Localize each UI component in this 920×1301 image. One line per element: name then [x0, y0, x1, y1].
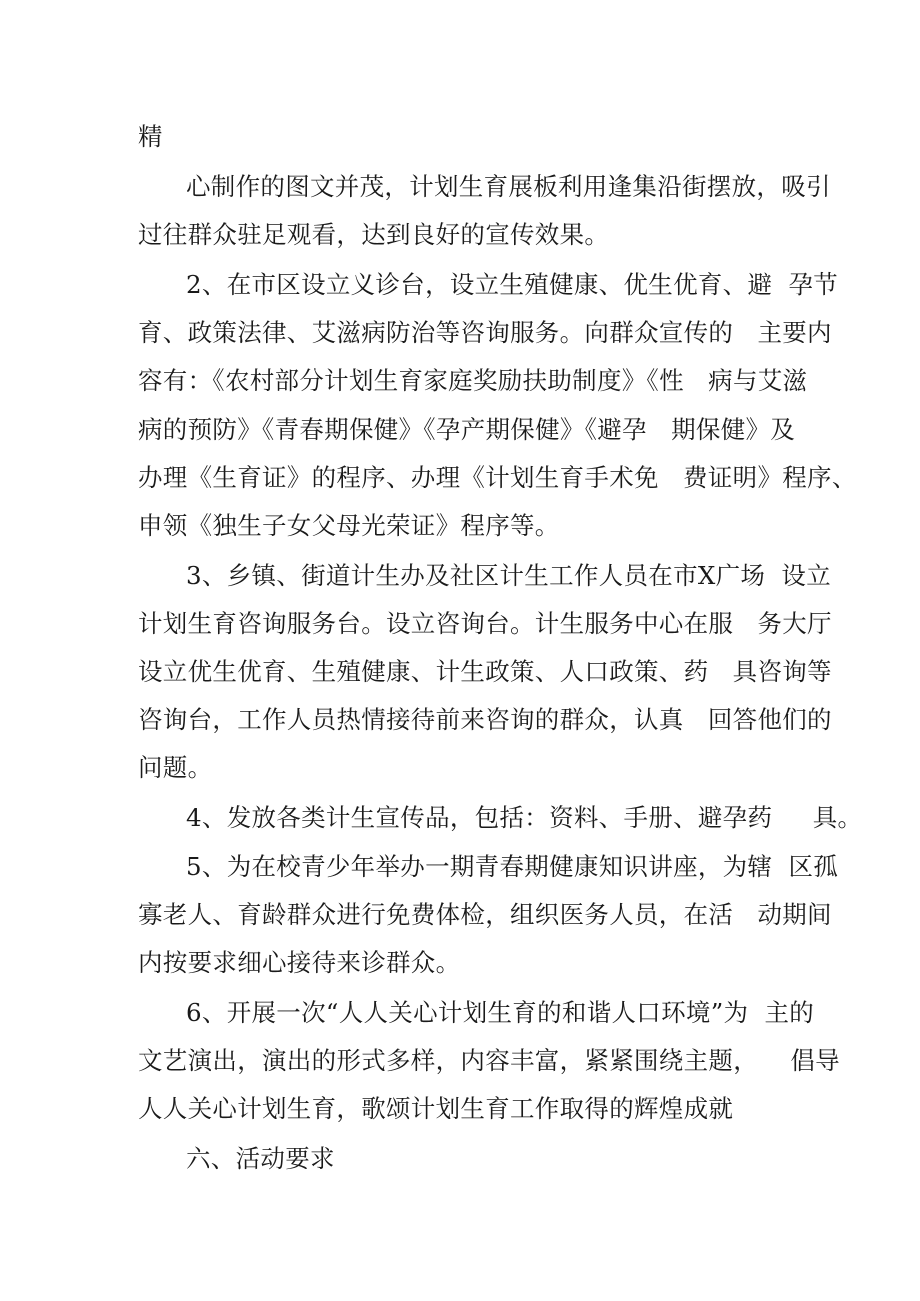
item-3-line-2: 计划生育咨询服务台。设立咨询台。计生服务中心在服 务大厅 — [138, 609, 832, 638]
paragraph-1-line-2: 过往群众驻足观看，达到良好的宣传效果。 — [138, 220, 610, 249]
item-4-line-1: 4、发放各类计生宣传品，包括：资料、手册、避孕药 具。 — [186, 803, 863, 832]
item-2-line-6: 申领《独生子女父母光荣证》程序等。 — [138, 511, 560, 540]
item-2-line-2: 育、政策法律、艾滋病防治等咨询服务。向群众宣传的 主要内 — [138, 318, 832, 347]
item-2-line-4: 病的预防》《青春期保健》《孕产期保健》《避孕 期保健》及 — [138, 415, 796, 444]
item-5-line-3: 内按要求细心接待来诊群众。 — [138, 948, 461, 977]
item-3-line-1: 3、乡镇、街道计生办及社区计生工作人员在市X广场 设立 — [186, 561, 832, 590]
item-2-line-3: 容有：《农村部分计划生育家庭奖励扶助制度》《性 病与艾滋 — [138, 366, 808, 395]
paragraph-1-line-1: 心制作的图文并茂，计划生育展板利用逢集沿街摆放，吸引 — [186, 172, 831, 201]
item-3-line-4: 咨询台，工作人员热情接待前来咨询的群众，认真 回答他们的 — [138, 705, 832, 734]
item-3-line-5: 问题。 — [138, 753, 213, 782]
item-6-line-2: 文艺演出，演出的形式多样，内容丰富，紧紧围绕主题， 倡导 — [138, 1046, 840, 1075]
item-6-line-3: 人人关心计划生育，歌颂计划生育工作取得的辉煌成就 — [138, 1094, 734, 1123]
item-5-line-2: 寡老人、育龄群众进行免费体检，组织医务人员，在活 动期间 — [138, 900, 832, 929]
item-2-line-5: 办理《生育证》的程序、办理《计划生育手术免 费证明》程序、 — [138, 463, 857, 492]
item-2-line-1: 2、在市区设立义诊台，设立生殖健康、优生优育、避 孕节 — [186, 270, 839, 299]
text-line: 精 — [138, 122, 163, 151]
item-6-line-1: 6、开展一次“人人关心计划生育的和谐人口环境”为 主的 — [186, 998, 815, 1027]
item-3-line-3: 设立优生优育、生殖健康、计生政策、人口政策、药 具咨询等 — [138, 657, 832, 686]
item-5-line-1: 5、为在校青少年举办一期青春期健康知识讲座，为辖 区孤 — [186, 852, 839, 881]
section-heading-six: 六、活动要求 — [186, 1144, 335, 1173]
